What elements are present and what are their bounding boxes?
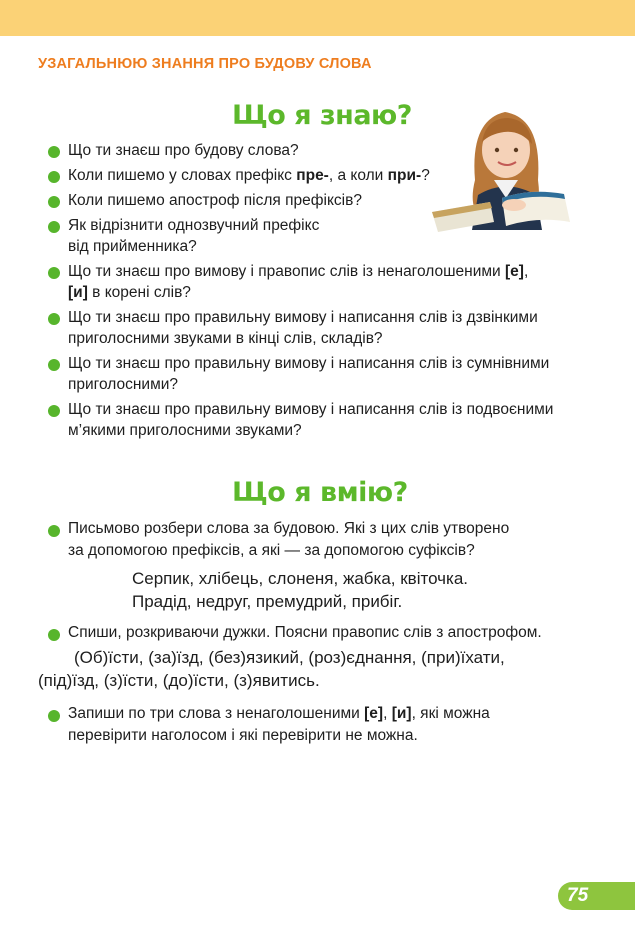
bullet-dot-icon [48,171,60,183]
bullet-dot-icon [48,196,60,208]
bullet-dot-icon [48,146,60,158]
word-list-line: (під)їзд, (з)їсти, (до)їсти, (з)явитись. [38,671,320,690]
list-item: Як відрізнити однозвучний префікс від прийменника? [48,215,588,257]
task-write-words: Запиши по три слова з ненаголошеними [е], [и], які можна перевірити наголосом і які перевірити не можна. [48,703,598,747]
list-item: Що ти знаєш про вимову і правопис слів із ненаголошеними [е], [и] в корені слів? [48,261,588,303]
bullet-dot-icon [48,359,60,371]
bullet-dot-icon [48,629,60,641]
questions-list [48,140,588,445]
list-item: Що ти знаєш про будову слова? [48,140,588,161]
list-item: Що ти знаєш про правильну вимову і написання слів із сумнівними приголосними? [48,353,588,395]
bullet-dot-icon [48,405,60,417]
section-title-can: Що я вмію? [232,477,408,508]
task-parse-words: Письмово розбери слова за будовою. Які з цих слів утворено за допомогою префіксів, а які — за допомогою суфіксів? [48,518,598,562]
page-number: 75 [567,885,589,906]
top-color-band [0,0,635,36]
task-open-brackets: Спиши, розкриваючи дужки. Поясни правопис слів з апострофом. [48,622,598,644]
bullet-dot-icon [48,710,60,722]
word-list-line: Серпик, хлібець, слоненя, жабка, квіточка. [132,569,468,588]
section-title-know: Що я знаю? [232,100,412,131]
word-list-line: Прадід, недруг, премудрий, прибіг. [132,592,403,611]
bullet-dot-icon [48,221,60,233]
list-item: Коли пишемо у словах префікс пре-, а коли при-? [48,165,588,186]
bullet-dot-icon [48,313,60,325]
bullet-dot-icon [48,267,60,279]
list-item: Коли пишемо апостроф після префіксів? [48,190,588,211]
page-header: УЗАГАЛЬНЮЮ ЗНАННЯ ПРО БУДОВУ СЛОВА [38,56,372,72]
word-list-line: (Об)їсти, (за)їзд, (без)язикий, (роз)єднання, (при)їхати, [74,648,505,667]
list-item: Що ти знаєш про правильну вимову і написання слів із дзвінкими приголосними звуками в кінці слів, складів? [48,307,588,349]
list-item: Що ти знаєш про правильну вимову і написання слів із подвоєними м’якими приголосними звуками? [48,399,588,441]
bullet-dot-icon [48,525,60,537]
